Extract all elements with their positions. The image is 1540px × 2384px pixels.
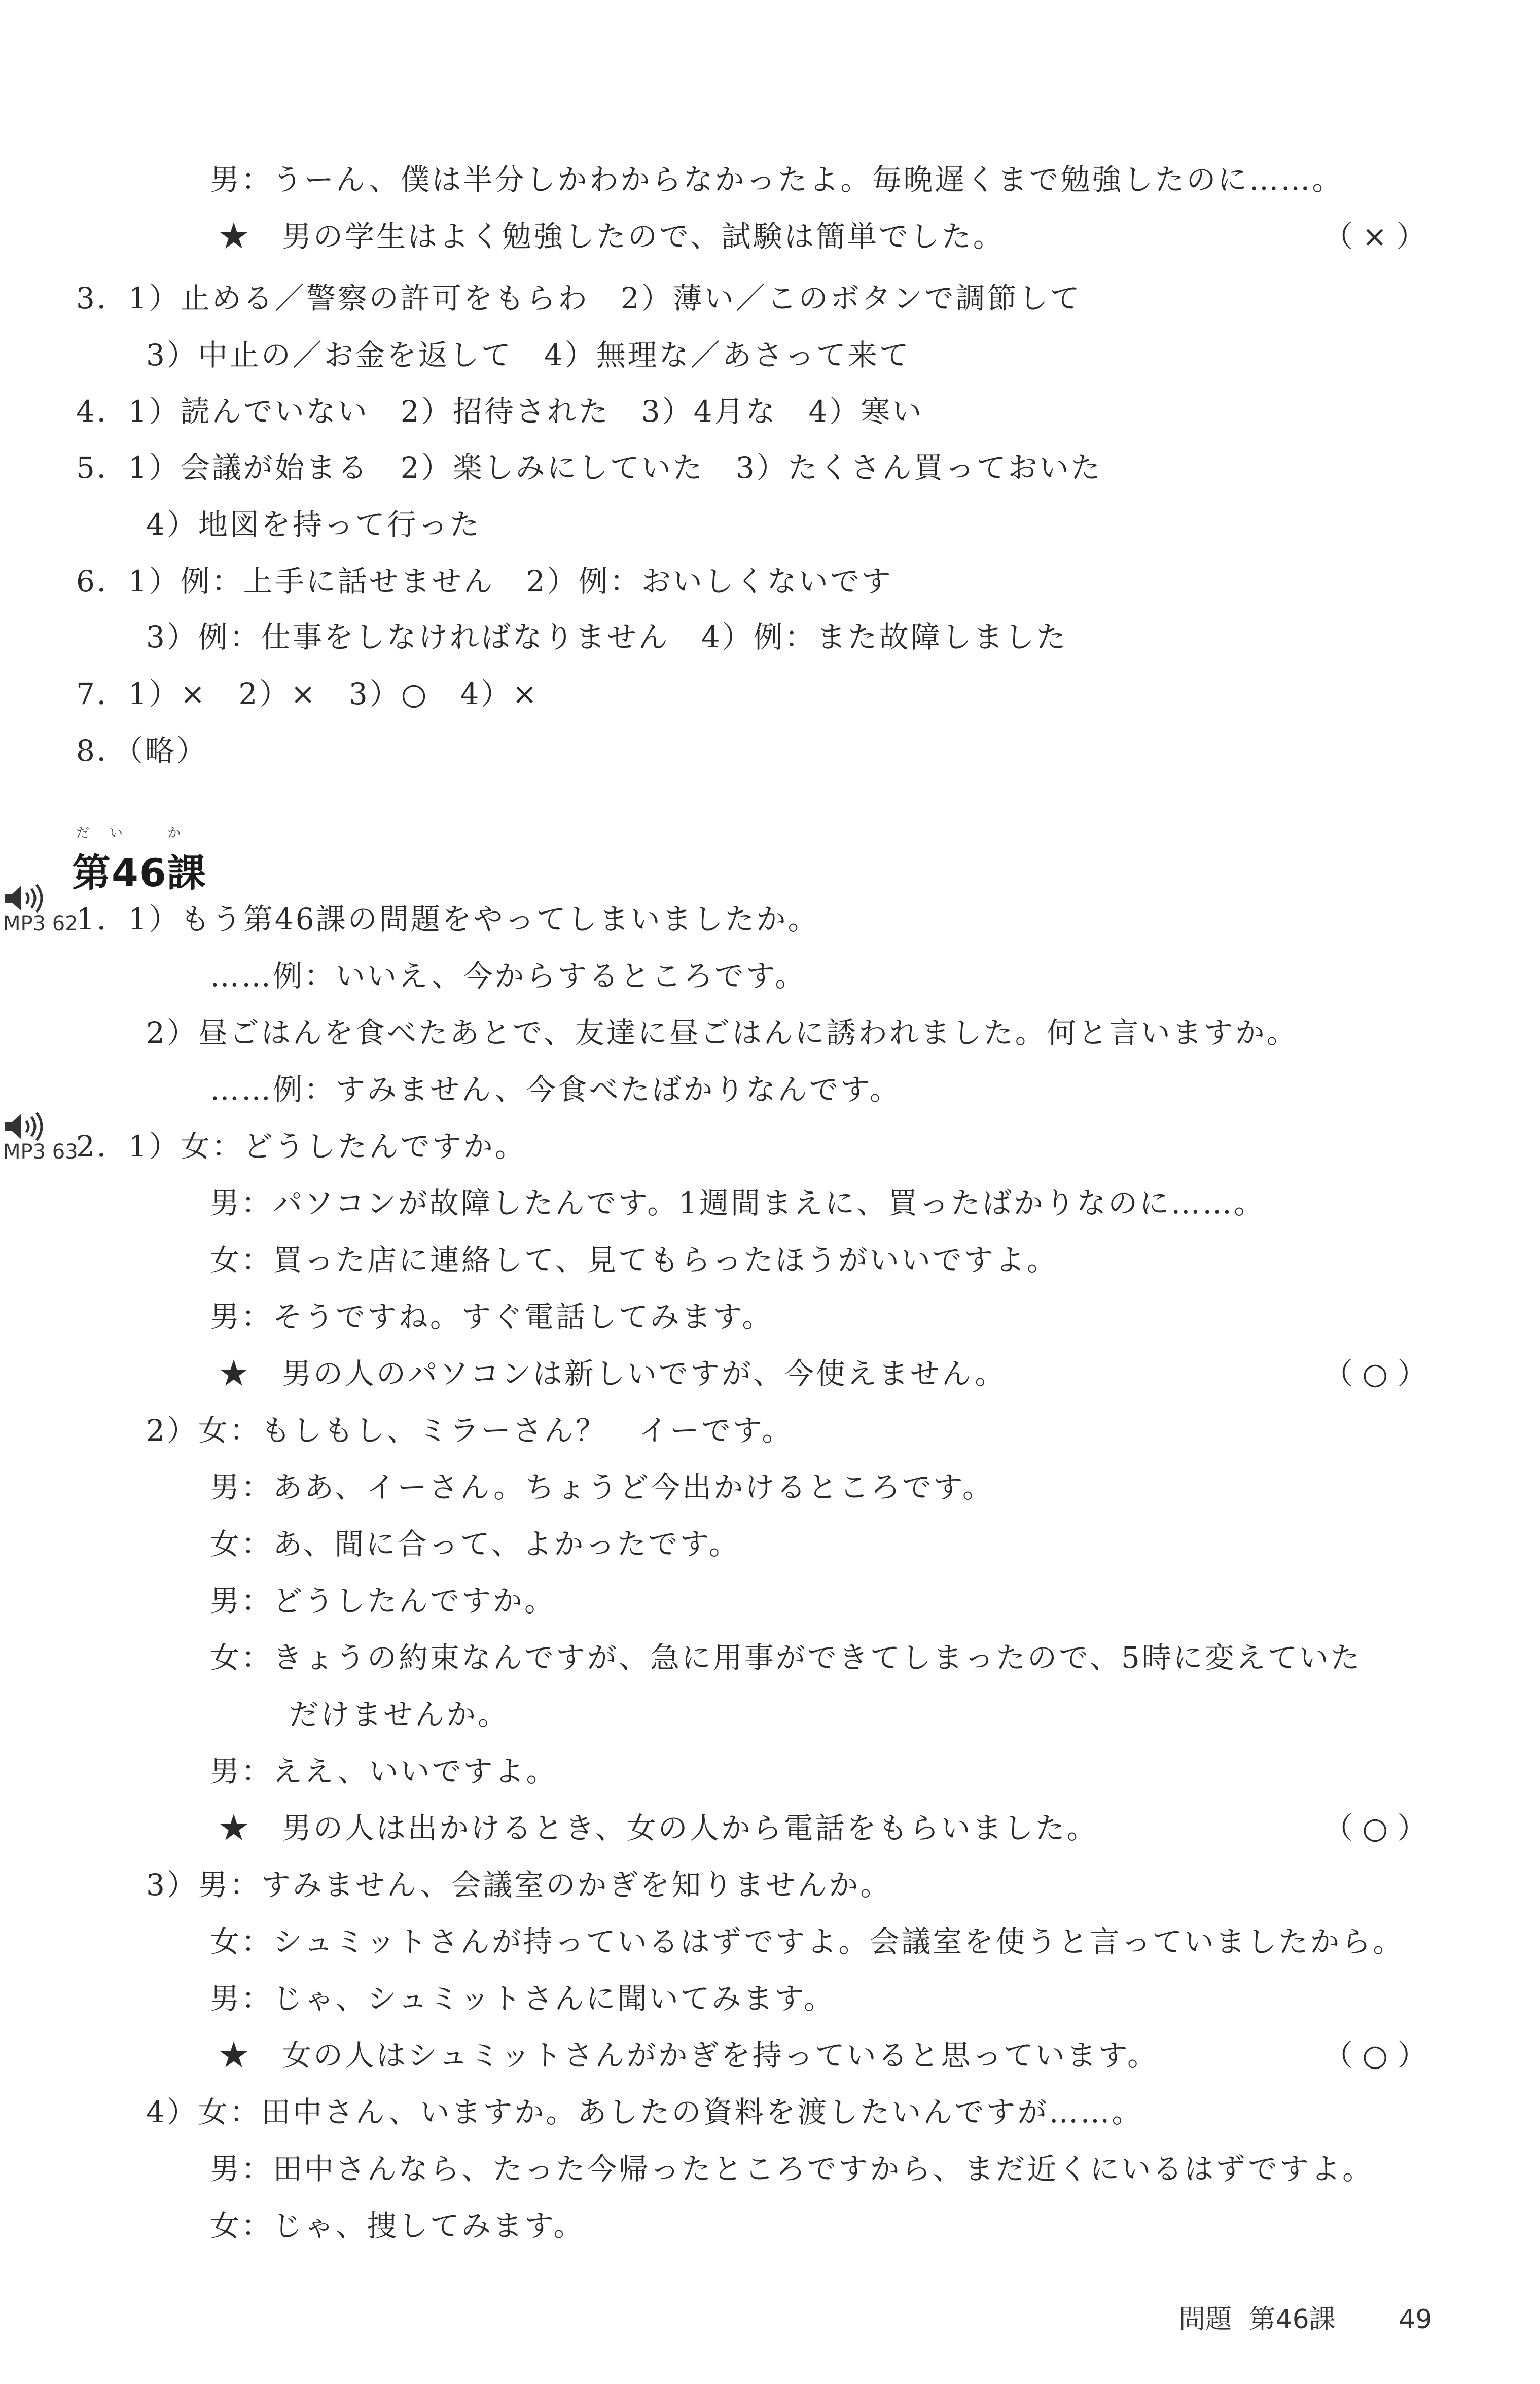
exercise-1-q1: 1．1）もう第46課の問題をやってしまいましたか。 [76, 902, 819, 936]
dialogue-line: 女：買った店に連絡して、見てもらったほうがいいですよ。 [210, 1243, 1058, 1277]
dialogue-line: 2．1）女：どうしたんですか。 [76, 1129, 526, 1164]
lesson-heading: 第46課 [72, 850, 207, 895]
answer-mark: （ ○ ） [1323, 2038, 1427, 2073]
heading-ruby: だい か [76, 826, 201, 841]
dialogue-line: 男：ええ、いいですよ。 [210, 1754, 558, 1789]
answer-mark: （ ○ ） [1323, 1811, 1427, 1845]
page-footer [1179, 2298, 1441, 2336]
exercise-5-line-1: 5．1）会議が始まる 2）楽しみにしていた 3）たくさん買っておいた [76, 450, 1102, 485]
audio-marker-62 [3, 883, 78, 935]
dialogue-line: 男：そうですね。すぐ電話してみます。 [210, 1300, 774, 1334]
mp3-label: MP3 63 [3, 1140, 78, 1164]
true-false-statement: ★ 男の人は出かけるとき、女の人から電話をもらいました。 [219, 1811, 1098, 1845]
dialogue-line: 男：じゃ、シュミットさんに聞いてみます。 [210, 1981, 836, 2016]
dialogue-line: 男：パソコンが故障したんです。1週間まえに、買ったばかりなのに……。 [210, 1186, 1266, 1220]
exercise-7: 7．1）× 2）× 3）○ 4）× [76, 677, 539, 711]
dialogue-line: だけませんか。 [289, 1697, 510, 1732]
dialogue-line: 女：じゃ、捜してみます。 [210, 2208, 585, 2243]
exercise-6-line-1: 6．1）例：上手に話せません 2）例：おいしくないです [76, 564, 893, 599]
exercise-3-line-2: 3）中止の／お金を返して 4）無理な／あさって来て [146, 338, 911, 372]
true-false-statement: ★ 男の学生はよく勉強したので、試験は簡単でした。 [219, 219, 1005, 254]
mp3-label: MP3 62 [3, 912, 78, 935]
dialogue-line: 4）女：田中さん、いますか。あしたの資料を渡したいんですが……。 [146, 2095, 1143, 2129]
dialogue-line: 男：うーん、僕は半分しかわからなかったよ。毎晩遅くまで勉強したのに……。 [210, 162, 1344, 197]
answer-mark: （ × ） [1323, 219, 1426, 254]
exercise-1-a2: ……例：すみません、今食べたばかりなんです。 [210, 1072, 901, 1107]
dialogue-line: 男：ああ、イーさん。ちょうど今出かけるところです。 [210, 1470, 994, 1504]
exercise-6-line-2: 3）例：仕事をしなければなりません 4）例：また故障しました [146, 620, 1068, 654]
exercise-1-a1: ……例：いいえ、今からするところです。 [210, 959, 807, 993]
dialogue-line: 男：どうしたんですか。 [210, 1584, 556, 1618]
true-false-statement: ★ 男の人のパソコンは新しいですが、今使えません。 [219, 1356, 1007, 1391]
dialogue-line: 女：きょうの約束なんですが、急に用事ができてしまったので、5時に変えていた [210, 1640, 1362, 1675]
dialogue-line: 3）男：すみません、会議室のかぎを知りませんか。 [146, 1868, 892, 1902]
exercise-4: 4．1）読んでいない 2）招待された 3）4月な 4）寒い [76, 394, 924, 429]
true-false-statement: ★ 女の人はシュミットさんがかぎを持っていると思っています。 [219, 2038, 1159, 2073]
page-number: 49 [1399, 2304, 1432, 2335]
footer-section: 問題 [1179, 2304, 1232, 2335]
exercise-3-line-1: 3．1）止める／警察の許可をもらわ 2）薄い／このボタンで調節して [76, 281, 1082, 315]
footer-lesson: 第46課 [1249, 2304, 1336, 2335]
answer-mark: （ ○ ） [1323, 1356, 1427, 1391]
exercise-8: 8．（略） [76, 733, 208, 768]
dialogue-line: 男：田中さんなら、たった今帰ったところですから、まだ近くにいるはずですよ。 [210, 2152, 1374, 2186]
audio-marker-63 [3, 1111, 78, 1164]
dialogue-line: 女：あ、間に合って、よかったです。 [210, 1527, 740, 1561]
exercise-1-q2: 2）昼ごはんを食べたあとで、友達に昼ごはんに誘われました。何と言いますか。 [146, 1015, 1298, 1050]
speaker-icon [3, 1111, 49, 1142]
speaker-icon [3, 883, 49, 914]
dialogue-line: 2）女：もしもし、ミラーさん？ イーです。 [146, 1413, 794, 1448]
dialogue-line: 女：シュミットさんが持っているはずですよ。会議室を使うと言っていましたから。 [210, 1924, 1405, 1959]
exercise-5-line-2: 4）地図を持って行った [146, 507, 481, 542]
